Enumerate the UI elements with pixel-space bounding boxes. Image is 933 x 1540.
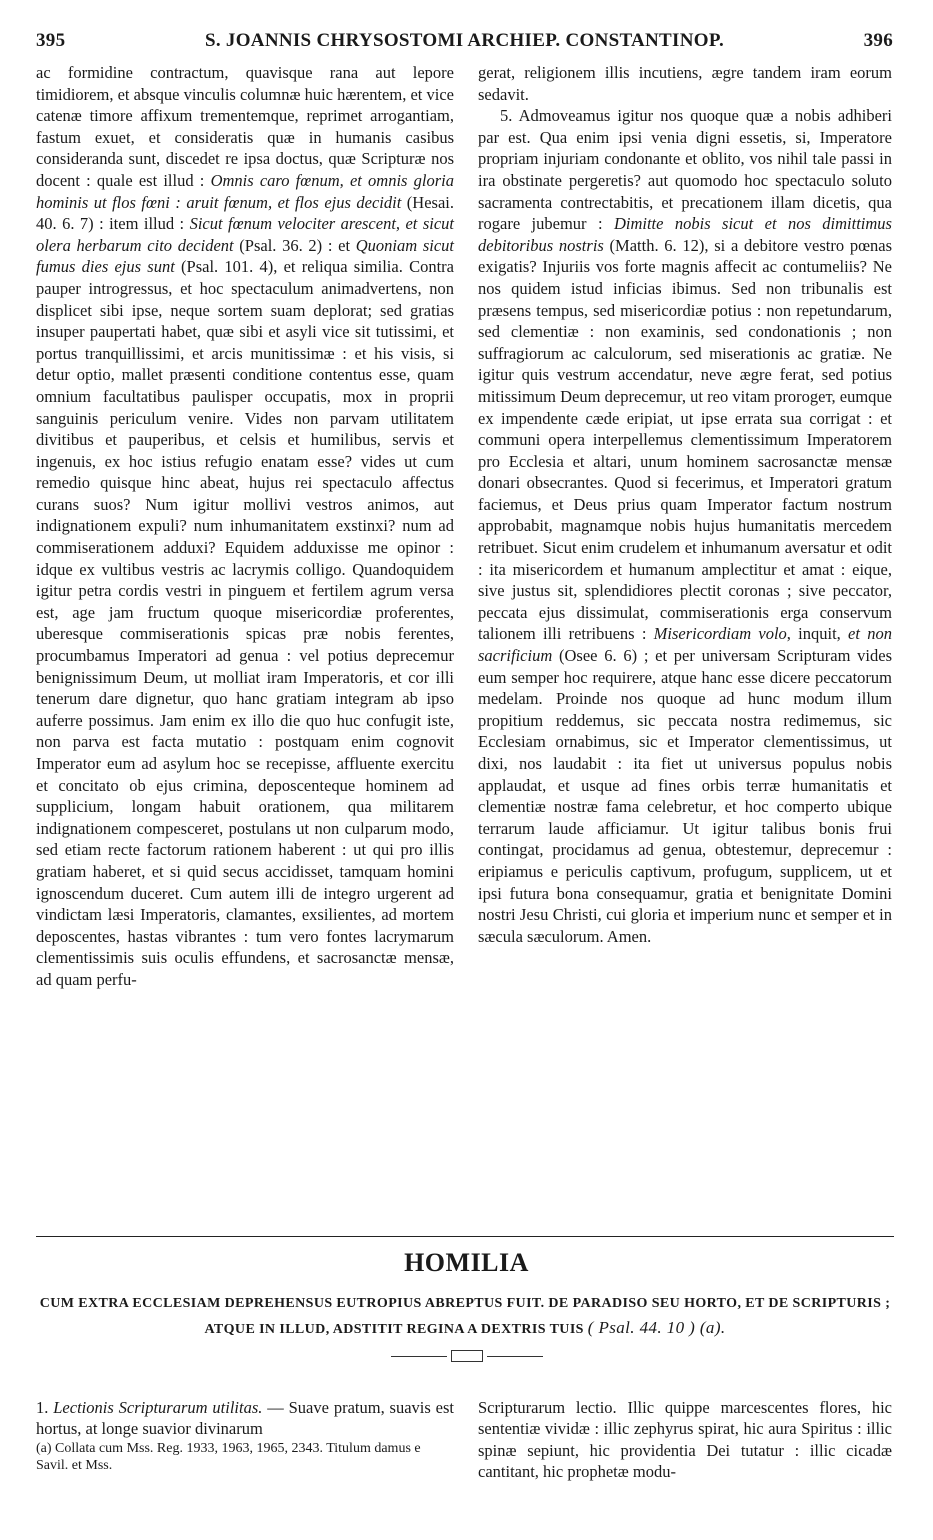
right-paragraph-1: gerat, religionem illis incutiens, ægre tandem iram eorum sedavit. bbox=[478, 63, 892, 104]
ornament-line bbox=[391, 1356, 447, 1357]
page-number-left: 395 bbox=[36, 30, 66, 51]
scripture-quote: Quoniam sicut fumus dies ejus sunt bbox=[36, 235, 454, 277]
scripture-quote: Dimitte nobis sicut et nos dimittimus debitoribus nostris bbox=[478, 214, 892, 255]
scripture-quote: Omnis caro fœnum, et omnis gloria hominis ut flos fœni : aruit fœnum, et flos ejus decidit bbox=[36, 170, 454, 212]
text-run: ac formidine contractum, quavisque rana aut lepore timidiorem, et absque vinculis columnæ huic hærentem, et vice catenæ timore affixum trementemque, reprimet arrogantiam, fastum exuet, et consideratis quæ in humanis casibus consideranda sunt, discedet re ipsa doctus, quæ Scripturæ nos docent : quale est illud : bbox=[36, 63, 454, 190]
text-run: (Psal. 101. 4), et reliqua similia. Contra pauper introgressus, et hoc spectaculum animadvertens, non displicet sibi ipse, neque sortem suam deplorat; sed gratias insuper paupertati habet, quæ sibi et asyli vice sit tutissimi, et portus tranquillissimi, et arcis munitissimæ : et his visis, si detur optio, mallet præsenti conditione contentus esse, quam omnium facultatibus paulisper occupatis, mox in proprii sanguinis periculum venire. Vides non parvam utilitatem divitibus et pauperibus, et celsis et humilibus, servis et ingenuis, ex hoc istius refugio enatam esse? vides ut cum remedio quisque hinc abeat, hujus rei spectaculo affectus curans suos? Num igitur mollivi vestros animos, aut indignationem expuli? num inhumanitatem exstinxi? num ad commiserationem adduxi? Equidem adduxisse me opinor : idque ex vultibus vestris ac lacrymis colligo. Quandoquidem igitur petra cordis vestri in pinguem et fertilem agrum versa est, age jam fructum quoque misericordiæ proferentes, uberesque commiserationis spicas præ nobis ferentes, procumbamus Imperatori ad genua : vel potius deprecemur benignissimum Deum, ut molliat iram Imperatoris, et cor illi tenerum dare dignetur, quo hanc gratiam integram ab ipso auferre possimus. Jam enim ex illo die quo huc confugit iste, non parva est facta mutatio : postquam enim cognovit Imperator eum ad asylum hoc se recepisse, affluente exercitu et concitato ob ejus crimina, deposcenteque hominem ad supplicium, longam habuit orationem, qua militarem indignationem compesceret, postulans ut non culparum modo, sed etiam recte factorum rationem haberent : ut qui pro illis gratiam haberet, et si quid secus accidisset, tamquam homini ignoscendum duceret. Cum autem illi de integro urgerent ad vindictam læsi Imperatoris, clamantes, exsilientes, ad mortem deposcentes, hastas vibrantes : tum vero fontes lacrymarum clementissimis suis oculis effundens, et sacrosanctæ mensæ, ad quam perfu- bbox=[36, 257, 454, 989]
scripture-quote: Sicut fœnum velociter arescent, et sicut olera herbarum cito decident bbox=[36, 214, 454, 255]
scripture-quote: et non sacrificium bbox=[478, 624, 892, 666]
footnote: (a) Collata cum Mss. Reg. 1933, 1963, 1965, 2343. Titulum damus e Savil. et Mss. bbox=[36, 1441, 421, 1473]
subtitle-citation: ( Psal. 44. 10 ) (a). bbox=[587, 1318, 726, 1337]
running-header bbox=[36, 30, 893, 56]
section-number: 1. bbox=[36, 1397, 54, 1417]
right-paragraph-2 bbox=[478, 105, 892, 947]
homily-subtitle bbox=[36, 1292, 894, 1342]
ornament-divider bbox=[0, 1350, 933, 1362]
running-title: S. JOANNIS CHRYSOSTOMI ARCHIEP. CONSTANTINOP. bbox=[204, 30, 725, 51]
text-run: 5. Admoveamus igitur nos quoque quæ a nobis adhiberi par est. Qua enim ipsi venia digni essetis, si, Imperatore propriam injuriam condonante et oblito, vos nihil tale passi in ira obstinate pergeretis? aut quomodo hoc spectaculo soluto sacramenta contrectabitis, et precationem illam dicetis, qua rogare jubemur : bbox=[478, 106, 892, 234]
homily-paragraph-start bbox=[36, 1397, 454, 1440]
text-run: (Hesai. 40. 6. 7) : item illud : bbox=[36, 192, 454, 234]
ornament-icon bbox=[451, 1350, 483, 1362]
text-run: (Osee 6. 6) ; et per universam Scripturam vides eum semper hoc requirere, atque hanc esse dicere peccatorum medelam. Proinde nos quoque ad hunc modum illum propitium reddemus, sic peccata nostra redimemus, sic Ecclesiam ornabimus, sic et Imperator clementissimus, ut dixi, nos laudabit : ita fiet ut universus populus nobis applaudat, et usque ad fines orbis terræ humanitatis et clementiæ nostræ fama celebretur, et hoc comperto ubique terrarum laude afficiamur. Ut igitur talibus bonis frui contingat, procidamus ad genua, obtestemur, deprecemur : eripiamus e periculis captivum, profugum, supplicem, ut et ipsi futura bona consequamur, gratia et benignitate Domini nostri Jesu Christi, cui gloria et imperium nunc et semper et in sæcula sæculorum. Amen. bbox=[478, 646, 892, 946]
right-column bbox=[478, 62, 892, 947]
section-heading: Lectionis Scripturarum utilitas. bbox=[53, 1397, 263, 1417]
text-run: , inquit, bbox=[786, 624, 849, 644]
homily-paragraph-continued: Scripturarum lectio. Illic quippe marcescentes flores, hic sententiæ vividæ : illic zephyrus spirat, hic aura Spiritus : illic spinæ sepiunt, hic providentia Dei tutatur : illic cicadæ cantitant, hic prophetæ modu- bbox=[478, 1397, 892, 1482]
text-run: (Matth. 6. 12), si a debitore vestro pœnas exigatis? Injuriis vos forte magnis affecit ac contumeliis? Ne nos quidem istud inficias ibimus. Sed non tribunalis est præsens tempus, sed misericordiæ potius : non repetundarum, sed clementiæ : non examinis, sed condonationis ; non suffragiorum ac calculorum, sed miserationis ac gratiæ. Ne igitur quis vestrum accendatur, neve ægre ferat, sed potius mitissimum Deum deprecemur, ut reo vitam prorogет, eumque ex impendente cæde eripiat, ut ipse errata sua corrigat : et communi opera interpellemus clementissimum Imperatorem pro Ecclesia et altari, unum hominem sacrosanctæ mensæ donari obsecrantes. Quod si fecerimus, et Imperatori gratum faciemus, et Deus prius quam Imperator factum nostrum approbabit, magnamque nobis hujus humanitatis mercedem retribuet. Sicut enim crudelem et inhumanum aversatur et odit : ita misericordem et humanum amplectitur et amat : eique, sive justus sit, splendidiores plectit coronas ; sive peccator, peccata ejus dissimulat, commiserationis erga conservum talionem illi retribuens : bbox=[478, 235, 892, 644]
ornament-line bbox=[487, 1356, 543, 1357]
subtitle-text: CUM EXTRA ECCLESIAM DEPREHENSUS EUTROPIUS ABREPTUS FUIT. DE PARADISO SEU HORTO, ET DE SCRIPTURIS ; ATQUE IN ILLUD, ADSTITIT REGINA A DEXTRIS TUIS bbox=[39, 1296, 891, 1337]
homily-title: HOMILIA bbox=[404, 1248, 529, 1277]
homily-right-column bbox=[478, 1380, 892, 1499]
section-divider bbox=[36, 1236, 894, 1237]
page-number-right: 396 bbox=[863, 30, 893, 51]
text-run: (Psal. 36. 2) : et bbox=[233, 235, 356, 255]
left-paragraph bbox=[36, 62, 454, 991]
text-run: — Suave pratum, suavis est hortus, at longe suavior divinarum bbox=[36, 1397, 455, 1439]
scripture-quote: Misericordiam volo bbox=[653, 624, 787, 644]
left-column bbox=[36, 62, 454, 991]
